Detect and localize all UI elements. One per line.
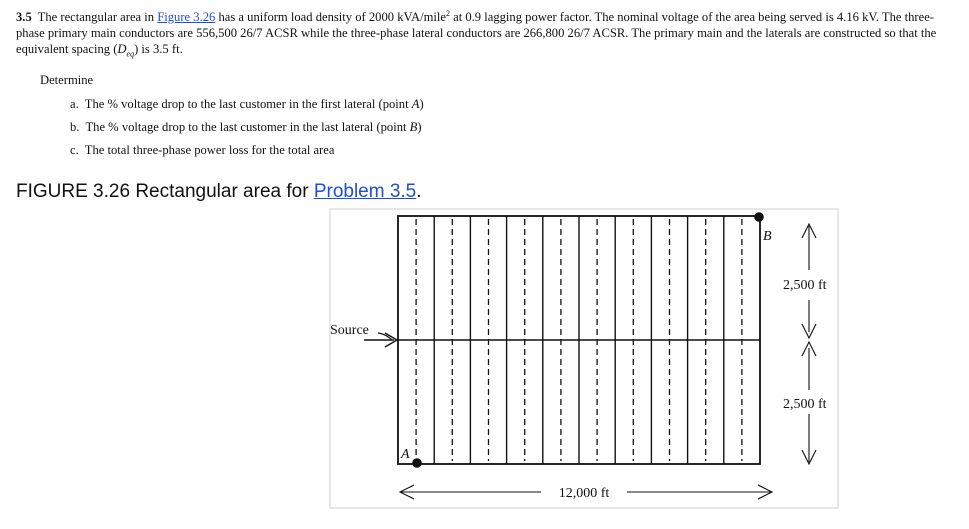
dim-width-label: 12,000 ft [558,486,610,501]
item-marker: a. [70,97,79,111]
deq-symbol: D [117,42,127,57]
item-point: B [409,120,418,134]
deq-subscript: eq [126,49,135,59]
determine-label: Determine [40,73,94,87]
item-text: The % voltage drop to the last customer in the first lateral (point [84,97,412,111]
item-text: The total three-phase power loss for the total area [84,143,335,157]
point-a-dot [412,458,422,468]
item-marker: b. [70,120,80,134]
list-item: b. The % voltage drop to the last customer in the last lateral (point B) [70,120,422,134]
caption-prefix: FIGURE 3.26 Rectangular area for [16,181,314,202]
problem-text-1: The rectangular area in [37,10,155,25]
problem-text-2: has a uniform load density of 2000 kVA/mile [218,10,446,25]
figure-link[interactable]: Figure 3.26 [157,10,216,25]
point-b-label: B [763,229,772,244]
item-text: The % voltage drop to the last customer in the last lateral (point [85,120,410,134]
figure-caption: FIGURE 3.26 Rectangular area for Problem 3.5. [16,181,422,202]
point-b-dot [754,212,764,222]
problem-link[interactable]: Problem 3.5 [313,181,417,202]
point-a-label: A [401,447,410,462]
list-item: a. The % voltage drop to the last customer in the first lateral (point A) [70,97,424,111]
item-point: A [411,97,420,111]
problem-text-4: ) is 3.5 ft. [134,42,183,57]
problem-number: 3.5 [16,10,32,25]
item-marker: c. [70,143,79,157]
dim-bottom-label: 2,500 ft [783,397,827,412]
source-label: Source [330,323,369,338]
problem-text-3: at 0.9 lagging power factor. The nominal voltage of the area being served is 4.16 kV. The three-phase primary main conductors are 556,500 26/7 ACSR while the three-phase lateral conductors are 266,800 26/7 ACSR. The primary main and the laterals are constructed so that the equivalent spacing ( [16,10,937,57]
dim-top-label: 2,500 ft [783,278,827,293]
superscript: 2 [445,9,450,18]
